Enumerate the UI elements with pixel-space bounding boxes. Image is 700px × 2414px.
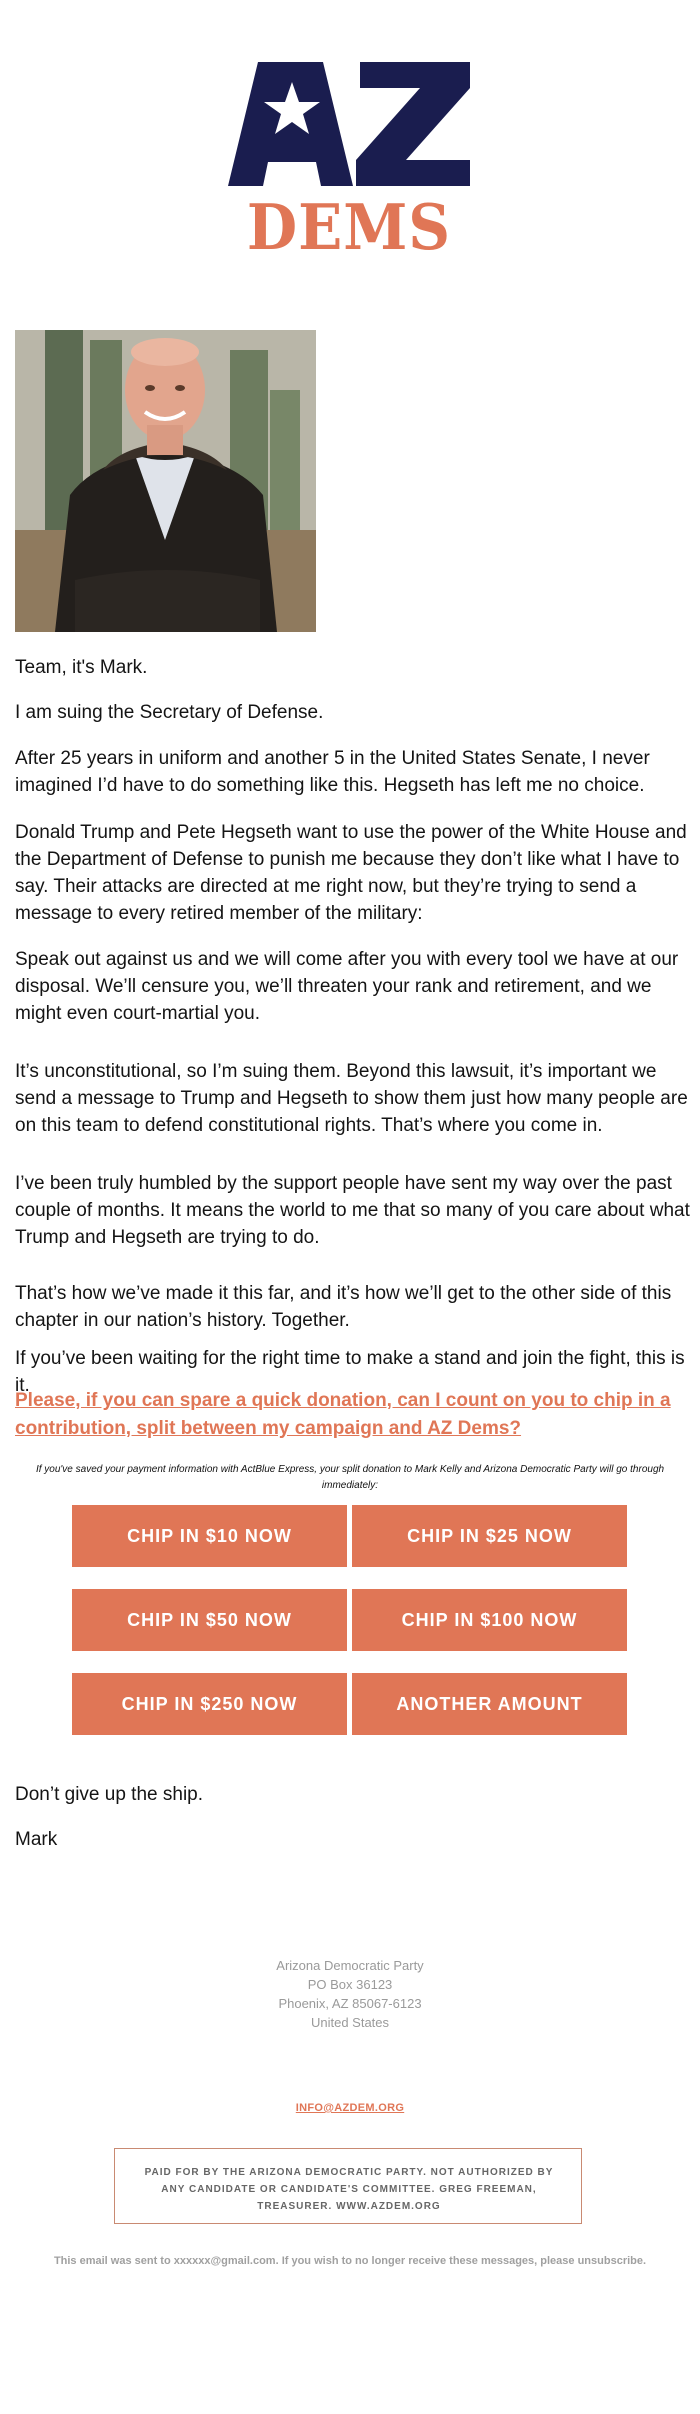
portrait-illustration	[15, 330, 316, 632]
letter-paragraph: If you’ve been waiting for the right time to make a stand and join the fight, this is it.	[15, 1348, 685, 1396]
letter-paragraph: Donald Trump and Pete Hegseth want to use the power of the White House and the Department of Defense to punish me because they don’t like what I have to say. Their attacks are directed at me right now, but they’re trying to send a message to every retired member of the military:	[15, 822, 687, 924]
another-amount-button[interactable]: ANOTHER AMOUNT	[352, 1673, 627, 1735]
chip-in-50-button[interactable]: CHIP IN $50 NOW	[72, 1589, 347, 1651]
letter-paragraph: Speak out against us and we will come after you with every tool we have at our disposal. We’ll censure you, we’ll threaten your rank and retirement, and we might even court-martial you.	[15, 949, 679, 1024]
letter-paragraph: That’s how we’ve made it this far, and it’s how we’ll get to the other side of this chapter in our nation’s history. Together.	[15, 1283, 672, 1331]
unsubscribe-note[interactable]: This email was sent to xxxxxx@gmail.com. If you wish to no longer receive these messages, please unsubscribe.	[53, 2255, 647, 2267]
logo-dems-text: DEMS	[246, 190, 452, 264]
letter-paragraph: I’ve been truly humbled by the support people have sent my way over the past couple of months. It means the world to me that so many of you care about what Trump and Hegseth are trying to do.	[15, 1173, 690, 1248]
chip-in-10-button[interactable]: CHIP IN $10 NOW	[72, 1505, 347, 1567]
address-line: Phoenix, AZ 85067-6123	[278, 1996, 422, 2011]
chip-in-100-button[interactable]: CHIP IN $100 NOW	[352, 1589, 627, 1651]
letter-paragraph: I am suing the Secretary of Defense.	[15, 702, 324, 723]
logo-az-graphic	[228, 62, 470, 186]
letter-paragraph: After 25 years in uniform and another 5 in the United States Senate, I never imagined I’d have to do something like this. Hegseth has left me no choice.	[15, 748, 650, 796]
contact-email-link[interactable]: INFO@AZDEM.ORG	[295, 2102, 405, 2114]
letter-paragraph: It’s unconstitutional, so I’m suing them. Beyond this lawsuit, it’s important we send a message to Trump and Hegseth to show them just how many people are on this team to defend constitutional rights. That’s where you come in.	[15, 1061, 688, 1136]
address-line: Arizona Democratic Party	[276, 1958, 424, 1973]
mailing-address	[200, 1956, 500, 2032]
letter-closing: Don’t give up the ship.	[15, 1784, 204, 1805]
paid-for-disclaimer-box	[114, 2148, 582, 2224]
logo-az-mark	[228, 62, 470, 186]
chip-in-250-button[interactable]: CHIP IN $250 NOW	[72, 1673, 347, 1735]
portrait-photo	[15, 330, 316, 632]
actblue-express-note: If you've saved your payment information with ActBlue Express, your split donation to Mark Kelly and Arizona Democratic Party will go through immediately:	[35, 1464, 665, 1491]
address-line: PO Box 36123	[307, 1977, 393, 1992]
letter-signature: Mark	[15, 1829, 58, 1850]
donation-cta-link[interactable]: Please, if you can spare a quick donation, can I count on you to chip in a contribution, split between my campaign and AZ Dems?	[15, 1390, 671, 1439]
paid-for-disclaimer: PAID FOR BY THE ARIZONA DEMOCRATIC PARTY. NOT AUTHORIZED BY ANY CANDIDATE OR CANDIDATE'S COMMITTEE. GREG FREEMAN, TREASURER. WWW.AZDEM.ORG	[144, 2167, 554, 2212]
chip-in-25-button[interactable]: CHIP IN $25 NOW	[352, 1505, 627, 1567]
address-line: United States	[310, 2015, 390, 2030]
letter-greeting: Team, it's Mark.	[15, 657, 148, 678]
az-dems-logo	[228, 62, 470, 262]
